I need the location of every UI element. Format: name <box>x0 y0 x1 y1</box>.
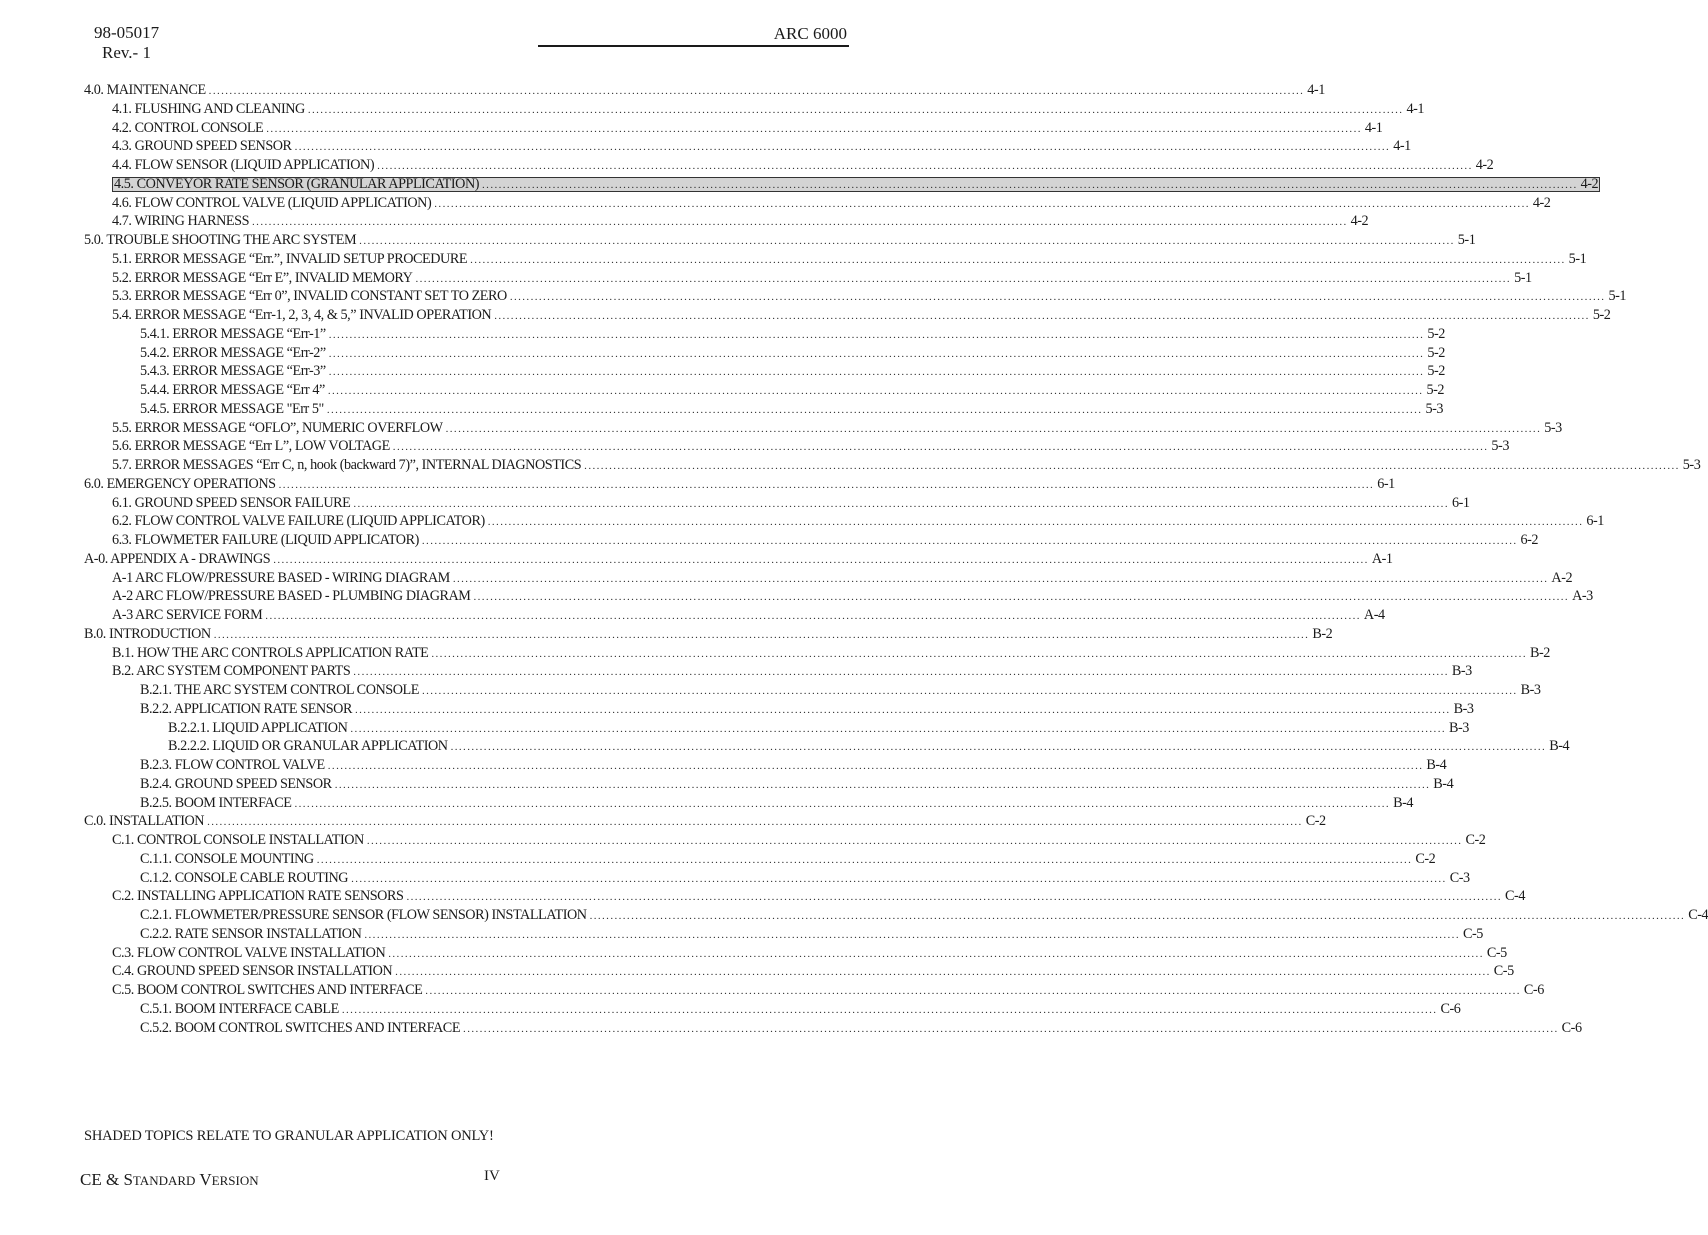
toc-entry-title: B.2.1. THE ARC SYSTEM CONTROL CONSOLE <box>140 682 419 698</box>
toc-entry-title: C.5.1. BOOM INTERFACE CABLE <box>140 1000 339 1017</box>
toc-entry-title: 4.4. FLOW SENSOR (LIQUID APPLICATION) <box>112 157 375 173</box>
toc-entry[interactable] <box>84 475 1395 494</box>
toc-entry-page: 4-2 <box>1475 157 1494 173</box>
toc-entry-page: 4-1 <box>1393 138 1411 155</box>
toc-entry[interactable] <box>84 531 1539 550</box>
toc-entry-page: B-4 <box>1433 775 1454 792</box>
toc-entry-title: A-1 ARC FLOW/PRESSURE BASED - WIRING DIAGRAM <box>112 569 450 586</box>
toc-entry-page: 5-1 <box>1514 269 1532 286</box>
toc-entry[interactable] <box>84 381 1445 400</box>
toc-entry-page: C-5 <box>1493 963 1514 980</box>
dot-leader <box>327 401 1423 420</box>
toc-entry-page: A-1 <box>1371 550 1393 567</box>
toc-entry-title: 5.2. ERROR MESSAGE “Err E”, INVALID MEMORY <box>112 269 413 286</box>
toc-entry[interactable] <box>84 1000 1461 1019</box>
toc-entry-page: 5-1 <box>1608 288 1626 305</box>
dot-leader <box>453 570 1549 589</box>
dot-leader <box>328 382 1424 401</box>
dot-leader <box>328 757 1424 776</box>
toc-entry-title: C.3. FLOW CONTROL VALVE INSTALLATION <box>112 944 386 961</box>
version-smallcaps-1: TANDARD <box>132 1173 196 1188</box>
dot-leader <box>353 663 1449 682</box>
dot-leader <box>422 532 1518 551</box>
toc-entry-title: C.4. GROUND SPEED SENSOR INSTALLATION <box>112 963 393 980</box>
toc-entry[interactable] <box>84 925 1483 944</box>
toc-entry-title: B.2.5. BOOM INTERFACE <box>140 794 292 811</box>
footer-version <box>80 1170 259 1190</box>
dot-leader <box>431 645 1527 664</box>
toc-entry[interactable] <box>84 756 1447 775</box>
toc-entry-title: 5.5. ERROR MESSAGE “OFLO”, NUMERIC OVERFLOW <box>112 419 443 436</box>
toc-entry-page: C-3 <box>1449 869 1470 886</box>
toc-entry[interactable] <box>84 981 1544 1000</box>
toc-entry-title: 5.4.4. ERROR MESSAGE “Err 4” <box>140 382 325 398</box>
toc-entry[interactable] <box>84 606 1385 625</box>
toc-entry-title: 4.0. MAINTENANCE <box>84 82 206 98</box>
toc-entry-title: A-0. APPENDIX A - DRAWINGS <box>84 550 271 567</box>
dot-leader <box>473 588 1569 607</box>
dot-leader <box>451 738 1547 757</box>
toc-entry-page: C-4 <box>1688 907 1708 923</box>
toc-entry[interactable] <box>84 175 1599 194</box>
dot-leader <box>393 438 1489 457</box>
toc-entry-title: 6.0. EMERGENCY OPERATIONS <box>84 475 276 492</box>
toc-entry-page: B-4 <box>1549 738 1570 755</box>
toc-entry[interactable] <box>84 137 1411 156</box>
toc-entry[interactable] <box>84 887 1525 906</box>
dot-leader <box>494 307 1590 326</box>
dot-leader <box>350 720 1446 739</box>
dot-leader <box>342 1001 1438 1020</box>
dot-leader <box>317 851 1413 870</box>
product-name: ARC 6000 <box>773 24 847 43</box>
toc-entry-title: B.0. INTRODUCTION <box>84 625 211 642</box>
toc-entry-page: C-2 <box>1415 850 1436 867</box>
toc-entry-title: 6.3. FLOWMETER FAILURE (LIQUID APPLICATOR) <box>112 532 419 548</box>
toc-entry[interactable] <box>84 119 1383 138</box>
toc-entry-page: C-6 <box>1523 982 1544 998</box>
toc-entry-page: 5-3 <box>1544 419 1562 436</box>
toc-entry-page: 5-2 <box>1426 382 1445 398</box>
toc-entry[interactable] <box>84 212 1369 231</box>
toc-entry-page: 4-2 <box>1580 175 1599 192</box>
toc-entry-page: C-2 <box>1465 832 1486 848</box>
toc-entry-page: 5-1 <box>1568 250 1587 267</box>
toc-entry-title: C.0. INSTALLATION <box>84 813 205 830</box>
toc-entry[interactable] <box>84 681 1541 700</box>
toc-entry[interactable] <box>84 662 1472 681</box>
page-number: IV <box>484 1168 500 1184</box>
toc-entry[interactable] <box>84 794 1414 813</box>
toc-entry-title: A-3 ARC SERVICE FORM <box>112 607 263 623</box>
doc-number: 98-05017 <box>94 23 160 42</box>
toc-entry-page: B-3 <box>1449 719 1469 736</box>
toc-entry-page: B-4 <box>1426 757 1447 773</box>
toc-entry[interactable] <box>84 400 1443 419</box>
toc-entry[interactable] <box>84 831 1486 850</box>
toc-entry[interactable] <box>84 419 1562 438</box>
toc-entry-page: C-2 <box>1305 813 1326 830</box>
toc-entry-title: 5.1. ERROR MESSAGE “Err.”, INVALID SETUP PROCEDURE <box>112 250 468 267</box>
toc-entry-title: B.2.2. APPLICATION RATE SENSOR <box>140 700 352 717</box>
toc-entry[interactable] <box>84 344 1445 363</box>
toc-entry-title: 4.5. CONVEYOR RATE SENSOR (GRANULAR APPLICATION) <box>114 175 480 192</box>
toc-entry-page: 6-1 <box>1586 513 1604 530</box>
dot-leader <box>488 513 1584 532</box>
dot-leader <box>482 179 1578 192</box>
dot-leader <box>590 907 1686 926</box>
dot-leader <box>266 120 1362 139</box>
toc-entry-page: 5-2 <box>1427 363 1445 380</box>
toc-entry-title: 4.1. FLUSHING AND CLEANING <box>112 100 305 117</box>
toc-entry-page: C-5 <box>1462 925 1483 942</box>
toc-entry-title: C.2.2. RATE SENSOR INSTALLATION <box>140 925 362 942</box>
toc-entry-page: B-3 <box>1451 663 1472 680</box>
toc-entry-title: C.5.2. BOOM CONTROL SWITCHES AND INTERFACE <box>140 1019 461 1036</box>
toc-entry-page: 4-2 <box>1532 194 1551 211</box>
toc-entry[interactable] <box>84 325 1445 344</box>
toc-entry[interactable] <box>84 362 1445 381</box>
toc-entry-page: C-4 <box>1505 888 1525 905</box>
toc-entry-page: 4-1 <box>1307 82 1325 98</box>
toc-entry[interactable] <box>84 700 1474 719</box>
toc-entry-page: 4-1 <box>1406 100 1425 117</box>
dot-leader <box>406 888 1502 907</box>
toc-entry-title: B.2.4. GROUND SPEED SENSOR <box>140 775 332 792</box>
toc-entry-page: 5-3 <box>1491 438 1509 455</box>
toc-entry-page: B-3 <box>1520 682 1541 698</box>
table-of-contents <box>84 81 1708 1037</box>
toc-entry-title: C.1.2. CONSOLE CABLE ROUTING <box>140 869 349 886</box>
toc-entry[interactable] <box>84 456 1701 475</box>
dot-leader <box>214 626 1310 645</box>
toc-entry-title: C.2.1. FLOWMETER/PRESSURE SENSOR (FLOW SENSOR) INSTALLATION <box>140 907 587 923</box>
dot-leader <box>584 457 1680 476</box>
dot-leader <box>388 945 1484 964</box>
toc-entry[interactable] <box>84 269 1532 288</box>
toc-entry-title: C.2. INSTALLING APPLICATION RATE SENSORS <box>112 888 404 905</box>
header-doc-info <box>94 23 159 63</box>
toc-entry[interactable] <box>84 306 1611 325</box>
dot-leader <box>425 982 1521 1001</box>
toc-entry[interactable] <box>84 587 1593 606</box>
dot-leader <box>252 213 1348 232</box>
toc-entry-page: 6-2 <box>1520 532 1539 548</box>
dot-leader <box>329 345 1425 364</box>
dot-leader <box>359 232 1455 251</box>
toc-entry-title: C.1.1. CONSOLE MOUNTING <box>140 850 314 867</box>
dot-leader <box>353 495 1449 514</box>
shading-note: SHADED TOPICS RELATE TO GRANULAR APPLICATION ONLY! <box>84 1128 494 1144</box>
toc-entry-title: 5.7. ERROR MESSAGES “Err C, n, hook (backward 7)”, INTERNAL DIAGNOSTICS <box>112 457 582 473</box>
toc-entry-page: 6-1 <box>1451 494 1470 511</box>
dot-leader <box>329 326 1425 345</box>
toc-entry[interactable] <box>84 906 1708 925</box>
dot-leader <box>510 288 1606 307</box>
toc-entry[interactable] <box>84 644 1550 663</box>
toc-entry-page: 5-2 <box>1592 307 1611 323</box>
toc-entry[interactable] <box>84 100 1425 119</box>
toc-entry-title: 5.6. ERROR MESSAGE “Err L”, LOW VOLTAGE <box>112 438 390 455</box>
toc-entry-page: 6-1 <box>1377 475 1395 492</box>
toc-entry[interactable] <box>84 812 1326 831</box>
dot-leader <box>265 607 1361 626</box>
dot-leader <box>335 776 1431 795</box>
dot-leader <box>446 420 1542 439</box>
toc-entry[interactable] <box>84 775 1454 794</box>
toc-entry[interactable] <box>84 737 1570 756</box>
toc-entry-title: 4.7. WIRING HARNESS <box>112 213 250 230</box>
toc-entry-title: 5.4.3. ERROR MESSAGE “Err-3” <box>140 363 326 380</box>
toc-entry-title: A-2 ARC FLOW/PRESSURE BASED - PLUMBING DIAGRAM <box>112 588 471 605</box>
dot-leader <box>463 1020 1559 1039</box>
toc-entry-page: 4-2 <box>1350 213 1369 230</box>
toc-entry-page: 5-2 <box>1427 325 1445 342</box>
toc-entry-page: C-5 <box>1486 944 1507 961</box>
toc-entry-page: C-6 <box>1440 1000 1461 1017</box>
toc-entry[interactable] <box>84 850 1436 869</box>
toc-entry-title: 5.0. TROUBLE SHOOTING THE ARC SYSTEM <box>84 232 357 248</box>
toc-entry-page: B-2 <box>1529 644 1550 661</box>
shaded-highlight <box>112 177 1600 192</box>
toc-entry[interactable] <box>84 719 1469 738</box>
toc-entry[interactable] <box>84 869 1470 888</box>
toc-entry-page: A-4 <box>1363 607 1385 623</box>
toc-entry-page: 5-1 <box>1457 232 1476 248</box>
toc-entry-title: B.2.3. FLOW CONTROL VALVE <box>140 757 325 773</box>
version-mid: V <box>195 1170 212 1189</box>
toc-entry-title: C.1. CONTROL CONSOLE INSTALLATION <box>112 832 364 848</box>
toc-entry[interactable] <box>84 625 1333 644</box>
dot-leader <box>351 870 1447 889</box>
toc-entry-title: 5.3. ERROR MESSAGE “Err 0”, INVALID CONSTANT SET TO ZERO <box>112 288 507 305</box>
dot-leader <box>308 101 1404 120</box>
toc-entry-title: 5.4. ERROR MESSAGE “Err-1, 2, 3, 4, & 5,” INVALID OPERATION <box>112 307 492 323</box>
toc-entry-title: B.1. HOW THE ARC CONTROLS APPLICATION RATE <box>112 644 429 661</box>
dot-leader <box>367 832 1463 851</box>
toc-entry[interactable] <box>84 962 1514 981</box>
dot-leader <box>355 701 1451 720</box>
revision: Rev.- 1 <box>102 43 151 62</box>
dot-leader <box>209 82 1305 101</box>
dot-leader <box>377 157 1473 176</box>
toc-entry-title: 4.6. FLOW CONTROL VALVE (LIQUID APPLICATION) <box>112 194 432 211</box>
toc-entry[interactable] <box>84 437 1509 456</box>
toc-entry-page: B-2 <box>1312 625 1333 642</box>
toc-entry-page: C-6 <box>1561 1019 1582 1036</box>
toc-entry-page: B-4 <box>1393 794 1414 811</box>
toc-entry[interactable] <box>84 550 1393 569</box>
toc-entry-title: B.2.2.1. LIQUID APPLICATION <box>168 719 348 736</box>
dot-leader <box>279 476 1375 495</box>
toc-entry[interactable] <box>84 512 1604 531</box>
dot-leader <box>207 813 1303 832</box>
dot-leader <box>329 363 1425 382</box>
toc-entry-page: 5-2 <box>1427 344 1445 361</box>
toc-entry[interactable] <box>84 569 1573 588</box>
toc-entry[interactable] <box>84 494 1470 513</box>
toc-entry-title: 4.3. GROUND SPEED SENSOR <box>112 138 292 155</box>
header-rule <box>538 45 849 47</box>
dot-leader <box>395 963 1491 982</box>
version-prefix: CE & S <box>80 1170 133 1189</box>
toc-entry-page: 5-3 <box>1425 400 1443 417</box>
version-smallcaps-2: ERSION <box>211 1173 259 1188</box>
toc-entry-title: 6.1. GROUND SPEED SENSOR FAILURE <box>112 494 351 511</box>
dot-leader <box>415 270 1511 289</box>
toc-entry[interactable] <box>84 1019 1582 1038</box>
dot-leader <box>364 926 1460 945</box>
toc-entry[interactable] <box>84 81 1325 100</box>
toc-entry-page: 5-3 <box>1682 457 1701 473</box>
toc-entry-title: B.2.2.2. LIQUID OR GRANULAR APPLICATION <box>168 738 448 755</box>
dot-leader <box>434 195 1530 214</box>
toc-entry-title: C.5. BOOM CONTROL SWITCHES AND INTERFACE <box>112 982 423 998</box>
toc-entry-title: 5.4.5. ERROR MESSAGE "Err 5" <box>140 400 324 417</box>
toc-entry-title: 4.2. CONTROL CONSOLE <box>112 119 264 136</box>
toc-entry-title: 5.4.2. ERROR MESSAGE “Err-2” <box>140 344 326 361</box>
dot-leader <box>422 682 1518 701</box>
toc-entry[interactable] <box>84 250 1587 269</box>
toc-entry-title: B.2. ARC SYSTEM COMPONENT PARTS <box>112 663 351 680</box>
toc-entry-page: B-3 <box>1453 700 1474 717</box>
toc-entry-page: A-3 <box>1572 588 1593 605</box>
toc-entry[interactable] <box>84 287 1626 306</box>
toc-entry[interactable] <box>84 156 1494 175</box>
toc-entry[interactable] <box>84 194 1551 213</box>
dot-leader <box>470 251 1566 270</box>
toc-entry-page: 4-1 <box>1364 119 1383 136</box>
dot-leader <box>294 795 1390 814</box>
toc-entry-page: A-2 <box>1551 569 1573 586</box>
toc-entry[interactable] <box>84 944 1507 963</box>
toc-entry-title: 6.2. FLOW CONTROL VALVE FAILURE (LIQUID APPLICATOR) <box>112 513 485 530</box>
toc-entry[interactable] <box>84 231 1476 250</box>
toc-entry-title: 5.4.1. ERROR MESSAGE “Err-1” <box>140 325 326 342</box>
dot-leader <box>273 551 1369 570</box>
dot-leader <box>295 138 1391 157</box>
